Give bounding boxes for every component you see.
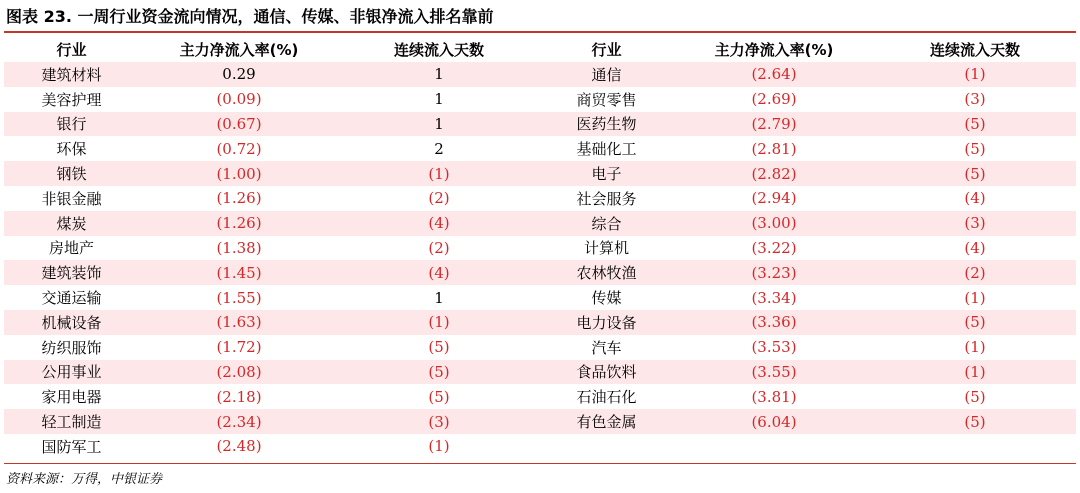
table-row — [4, 62, 1076, 87]
industry-cell: 食品饮料 — [539, 360, 674, 385]
top-rule — [4, 31, 1076, 33]
industry-cell: 美容护理 — [41, 90, 102, 109]
table-row — [4, 285, 1076, 310]
table-row — [4, 384, 1076, 409]
rate-cell: (3.55) — [674, 360, 874, 385]
header-industry-right: 行业 — [591, 40, 622, 59]
rate-cell: (2.18) — [216, 387, 262, 406]
rate-cell: (1.26) — [139, 211, 339, 236]
rate-cell: (3.23) — [674, 260, 874, 285]
days-cell: (5) — [428, 338, 450, 357]
days-cell: (2) — [874, 260, 1076, 285]
days-cell — [874, 434, 1076, 459]
rate-cell: (0.67) — [139, 112, 339, 137]
industry-cell: 电子 — [539, 161, 674, 186]
industry-cell: 纺织服饰 — [41, 338, 102, 357]
days-cell: (5) — [339, 360, 539, 385]
table-row — [4, 260, 1076, 285]
days-cell: (5) — [964, 387, 986, 406]
rate-cell: 0.29 — [139, 62, 339, 87]
industry-cell: 电力设备 — [539, 310, 674, 335]
days-cell: (4) — [964, 238, 986, 257]
rate-cell: (2.81) — [751, 139, 797, 158]
industry-cell: 交通运输 — [41, 289, 102, 308]
rate-cell: (2.34) — [139, 409, 339, 434]
days-cell: (1) — [339, 310, 539, 335]
industry-cell: 机械设备 — [4, 310, 139, 335]
rate-cell: (1.38) — [216, 238, 262, 257]
days-cell: (5) — [964, 139, 986, 158]
rate-cell: (1.55) — [216, 288, 262, 307]
days-cell: (2) — [428, 189, 450, 208]
days-cell: (5) — [428, 387, 450, 406]
header-industry-left: 行业 — [56, 40, 87, 59]
days-cell: (1) — [964, 338, 986, 357]
industry-cell: 国防军工 — [41, 437, 102, 456]
industry-cell: 房地产 — [48, 239, 94, 258]
header-days-right: 连续流入天数 — [929, 40, 1020, 59]
industry-cell: 汽车 — [591, 338, 622, 357]
days-cell: (1) — [964, 288, 986, 307]
rate-cell: (2.64) — [674, 62, 874, 87]
rate-cell: (6.04) — [674, 409, 874, 434]
days-cell: 2 — [434, 139, 444, 158]
industry-cell: 环保 — [56, 140, 87, 159]
industry-cell: 公用事业 — [4, 360, 139, 385]
industry-cell: 钢铁 — [4, 161, 139, 186]
rate-cell: (2.94) — [751, 189, 797, 208]
table-row — [4, 87, 1076, 112]
days-cell: (5) — [874, 409, 1076, 434]
industry-cell: 通信 — [539, 62, 674, 87]
industry-cell: 基础化工 — [576, 140, 637, 159]
source-note: 资料来源：万得，中银证券 — [6, 472, 163, 487]
days-cell: (5) — [874, 161, 1076, 186]
days-cell: (3) — [874, 211, 1076, 236]
table-row — [4, 409, 1076, 434]
table-row — [4, 186, 1076, 211]
rate-cell — [674, 434, 874, 459]
industry-cell — [539, 434, 674, 459]
table-row — [4, 161, 1076, 186]
days-cell: 1 — [339, 112, 539, 137]
days-cell: (2) — [428, 238, 450, 257]
bottom-rule — [4, 463, 1076, 464]
industry-cell: 传媒 — [591, 289, 622, 308]
industry-cell: 非银金融 — [41, 189, 102, 208]
days-cell: (1) — [428, 437, 450, 456]
rate-cell: (2.79) — [674, 112, 874, 137]
rate-cell: (3.22) — [751, 238, 797, 257]
table-row — [4, 360, 1076, 385]
days-cell: 1 — [434, 90, 444, 109]
industry-cell: 医药生物 — [539, 112, 674, 137]
days-cell: (1) — [874, 360, 1076, 385]
table-row — [4, 211, 1076, 236]
header-days-left: 连续流入天数 — [393, 40, 484, 59]
industry-cell: 社会服务 — [576, 189, 637, 208]
industry-cell: 综合 — [539, 211, 674, 236]
header-rate-left: 主力净流入率(%) — [179, 40, 299, 59]
rate-cell: (2.08) — [139, 360, 339, 385]
rate-cell: (0.72) — [216, 139, 262, 158]
days-cell: 1 — [339, 62, 539, 87]
industry-cell: 银行 — [4, 112, 139, 137]
header-rate-right: 主力净流入率(%) — [714, 40, 834, 59]
table-row — [4, 434, 1076, 459]
table-row — [4, 112, 1076, 137]
days-cell: (3) — [339, 409, 539, 434]
industry-cell: 建筑装饰 — [4, 260, 139, 285]
table-row — [4, 335, 1076, 360]
days-cell: (5) — [874, 310, 1076, 335]
days-cell: (3) — [964, 90, 986, 109]
rate-cell: (2.48) — [216, 437, 262, 456]
table-row — [4, 136, 1076, 161]
rate-cell: (0.09) — [216, 90, 262, 109]
industry-cell: 农林牧渔 — [539, 260, 674, 285]
industry-cell: 建筑材料 — [4, 62, 139, 87]
rate-cell: (2.69) — [751, 90, 797, 109]
days-cell: 1 — [434, 288, 444, 307]
header-row — [4, 36, 1076, 62]
days-cell: (1) — [339, 161, 539, 186]
days-cell: (4) — [339, 260, 539, 285]
rate-cell: (3.00) — [674, 211, 874, 236]
rate-cell: (3.81) — [751, 387, 797, 406]
rate-cell: (1.63) — [139, 310, 339, 335]
industry-cell: 煤炭 — [4, 211, 139, 236]
rate-cell: (1.72) — [216, 338, 262, 357]
table-row — [4, 236, 1076, 261]
industry-cell: 石油石化 — [576, 388, 637, 407]
table-row — [4, 310, 1076, 335]
days-cell: (5) — [874, 112, 1076, 137]
days-cell: (1) — [874, 62, 1076, 87]
rate-cell: (3.36) — [674, 310, 874, 335]
rate-cell: (3.53) — [751, 338, 797, 357]
days-cell: (4) — [964, 189, 986, 208]
days-cell: (4) — [339, 211, 539, 236]
rate-cell: (2.82) — [674, 161, 874, 186]
industry-cell: 轻工制造 — [4, 409, 139, 434]
rate-cell: (1.26) — [216, 189, 262, 208]
industry-cell: 商贸零售 — [576, 90, 637, 109]
industry-cell: 有色金属 — [539, 409, 674, 434]
rate-cell: (3.34) — [751, 288, 797, 307]
fund-flow-table — [4, 36, 1076, 459]
rate-cell: (1.45) — [139, 260, 339, 285]
industry-cell: 计算机 — [583, 239, 629, 258]
figure-title: 图表 23. 一周行业资金流向情况，通信、传媒、非银净流入排名靠前 — [6, 7, 494, 26]
rate-cell: (1.00) — [139, 161, 339, 186]
industry-cell: 家用电器 — [41, 388, 102, 407]
